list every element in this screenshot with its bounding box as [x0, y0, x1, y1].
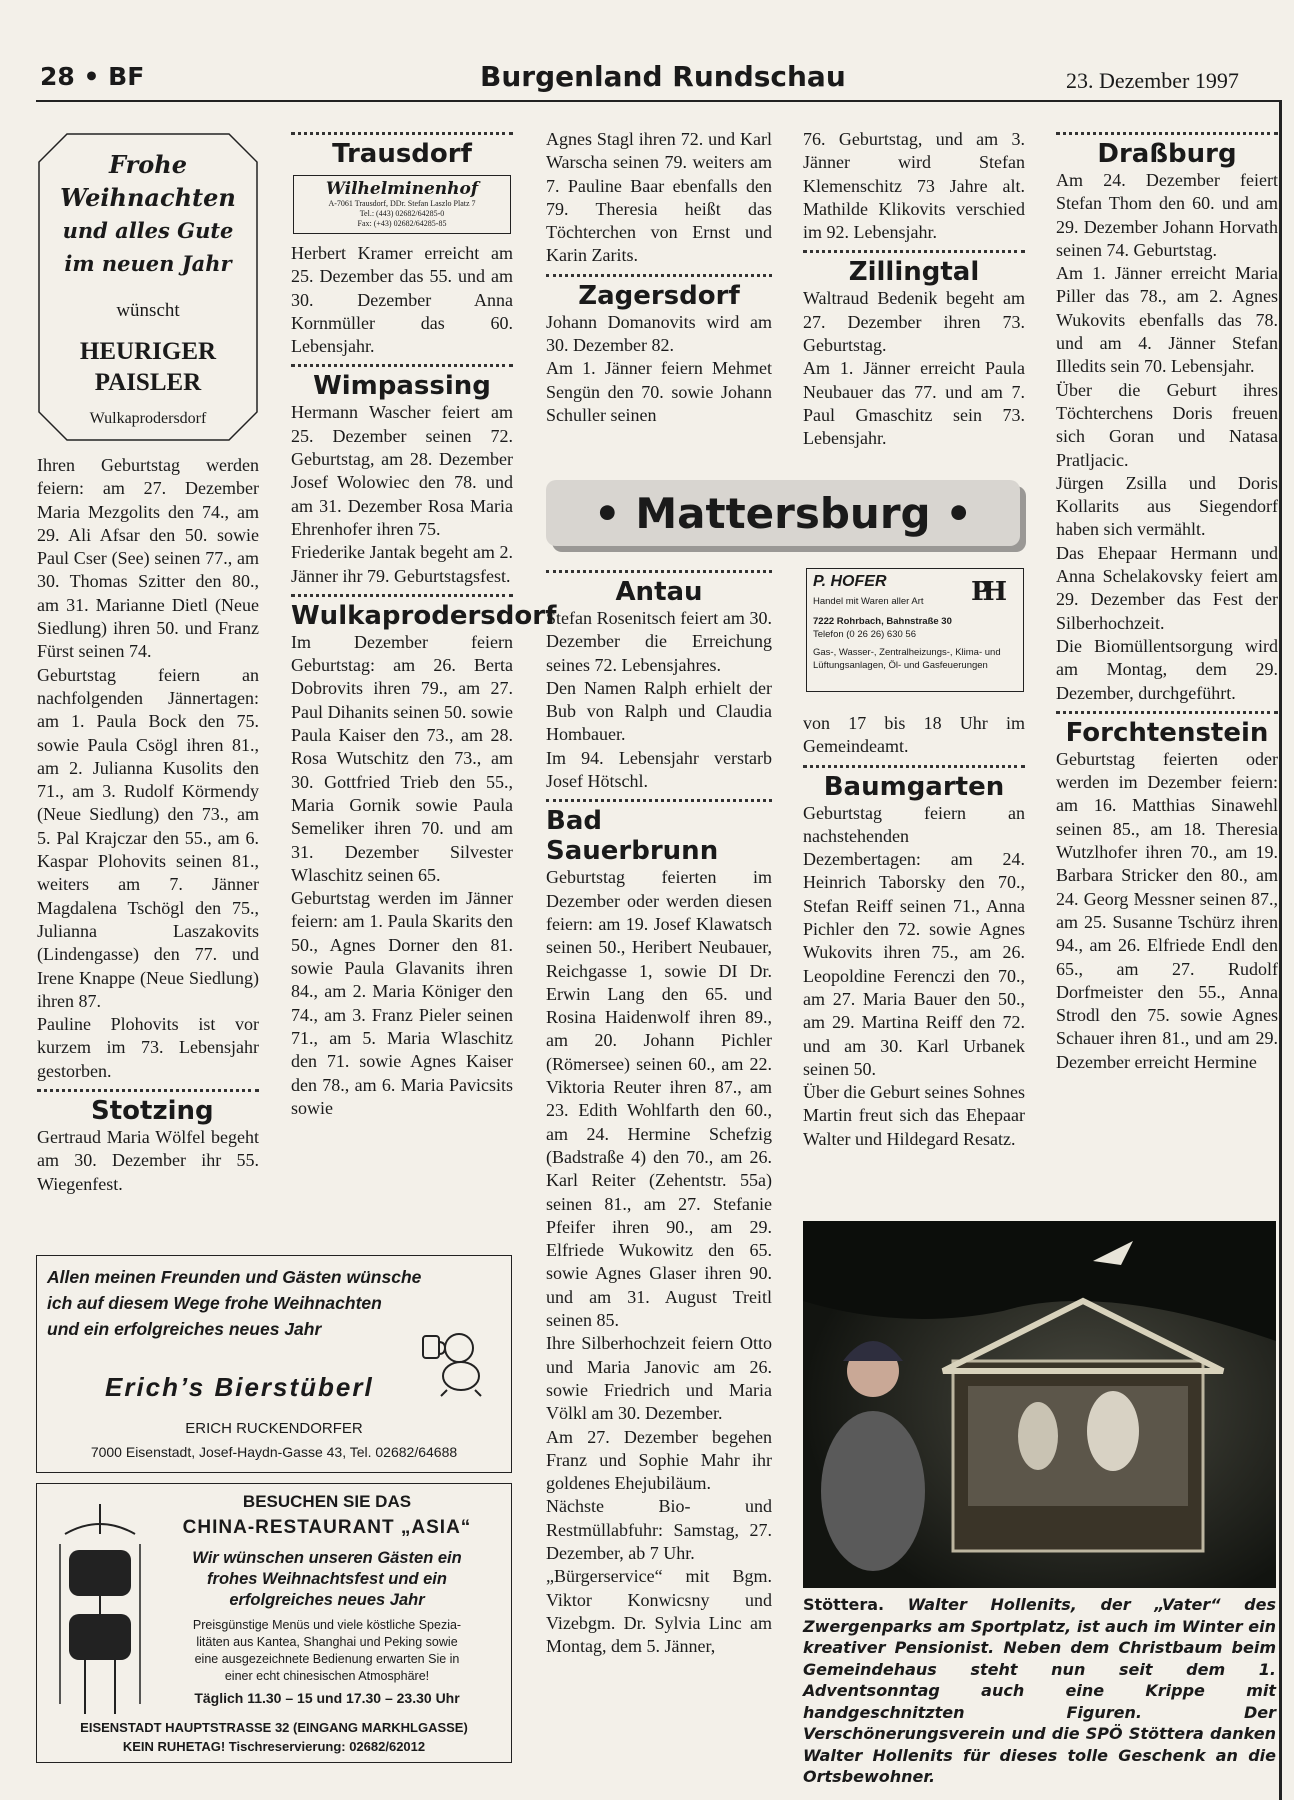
asia-desc-line: Preisgünstige Menüs und viele köstliche Spezia- — [192, 1618, 462, 1632]
asia-address: EISENSTADT HAUPTSTRASSE 32 (EINGANG MARKHLGASSE) — [80, 1720, 468, 1735]
dotted-divider — [1056, 711, 1278, 714]
erich-ad — [36, 1255, 512, 1473]
article-paragraph: Im 94. Lebensjahr verstarb Josef Hötschl. — [546, 747, 772, 792]
section-heading-zillingtal: Zillingtal — [848, 257, 980, 288]
article-paragraph: Am 27. Dezember begehen Franz und Sophie Mahr ihr goldenes Ehejubiläum. — [546, 1426, 772, 1494]
asia-hours: Täglich 11.30 – 15 und 17.30 – 23.30 Uhr — [194, 1690, 460, 1706]
asia-title-line: BESUCHEN SIE DAS — [242, 1492, 412, 1511]
heuriger-name: HEURIGER — [79, 338, 217, 365]
column-3-bottom — [546, 570, 772, 1658]
erich-greeting-line: Allen meinen Freunden und Gästen wünsche — [47, 1267, 422, 1287]
wilhelminenhof-fax: Fax: (+43) 02682/64285-85 — [357, 219, 447, 228]
erich-greeting-line: und ein erfolgreiches neues Jahr — [47, 1319, 322, 1339]
section-heading-baumgarten: Baumgarten — [823, 771, 1005, 802]
column-1 — [37, 454, 259, 1196]
hofer-line: Handel mit Waren aller Art — [813, 596, 924, 607]
article-paragraph: Johann Domanovits wird am 30. Dezember 82. — [546, 311, 772, 356]
erich-business-name: Erich’s Bierstüberl — [105, 1372, 374, 1402]
article-paragraph: von 17 bis 18 Uhr im Gemeindeamt. — [803, 713, 1025, 757]
greeting-line: und alles Gute — [62, 218, 234, 243]
hofer-line: Lüftungsanlagen, Öl- und Gasfeuerungen — [813, 660, 988, 671]
asia-ad — [36, 1483, 512, 1763]
erich-address: 7000 Eisenstadt, Josef-Haydn-Gasse 43, Tel. 02682/64688 — [90, 1444, 458, 1460]
article-paragraph: Herbert Kramer erreicht am 25. Dezember das 55. und am 30. Dezember Anna Kornmüller das 60. Lebensjahr. — [291, 243, 513, 357]
article-paragraph: Nächste Bio- und Restmüllabfuhr: Samstag, 27. Dezember, ab 7 Uhr. — [546, 1496, 772, 1563]
section-heading-wimpassing: Wimpassing — [313, 371, 491, 402]
article-paragraph: Geburtstag feierten oder werden im Dezember feiern: am 16. Matthias Sinawehl seinen 85., am 18. Theresia Wutzlhofer ihren 70., am 19. Barbara Stricker den 80., am 24. Georg Messner seinen 87., am 25. Susanne Tschürz ihren 94., am 26. Elfriede Endl den 65., am 27. Rudolf Dorfmeister den 55., Anna Strodl den 75. sowie Agnes Schauer ihren 81., und am 29. Dezember erreicht Hermine — [1056, 748, 1278, 1072]
wilhelminenhof-ad — [293, 175, 511, 234]
dotted-divider — [291, 364, 513, 367]
asia-wish-line: frohes Weihnachtsfest und ein — [207, 1570, 447, 1588]
dotted-divider — [546, 274, 772, 277]
dotted-divider — [1056, 132, 1278, 135]
dotted-divider — [803, 765, 1025, 768]
asia-desc-line: einer echt chinesischen Atmosphäre! — [224, 1669, 430, 1683]
nativity-photo — [803, 1221, 1276, 1588]
article-paragraph: Die Biomüllentsorgung wird am Montag, dem 29. Dezember, durchgeführt. — [1056, 635, 1278, 703]
mattersburg-banner — [546, 480, 1020, 546]
hofer-line: 7222 Rohrbach, Bahnstraße 30 — [813, 615, 952, 627]
article-paragraph: Am 1. Jänner erreicht Maria Piller das 78., am 2. Agnes Wukovits ebenfalls das 78. und am 4. Jänner Stefan Illedits sein 70. Lebensjahr. — [1056, 263, 1278, 377]
issue-date: 23. Dezember 1997 — [1066, 68, 1239, 93]
article-paragraph: Am 1. Jänner erreicht Paula Neubauer das 77. und am 7. Paul Gmaschitz sein 73. Lebensjahr. — [803, 358, 1025, 449]
article-paragraph: Gertraud Maria Wölfel begeht am 30. Dezember ihr 55. Wiegenfest. — [37, 1127, 259, 1194]
article-paragraph: Im Dezember feiern Geburtstag: am 26. Berta Dobrovits ihren 79., am 27. Paul Dihanits seinen 50. sowie Paula Kaiser den 73., am 28. Rosa Wutschitz den 73., am 30. Gottfried Trieb den 55., Maria Gornik sowie Paula Semeliker ihren 70. und am 31. Dezember Silvester Wlaschitz seinen 65. — [291, 631, 513, 885]
heuriger-name: PAISLER — [94, 369, 202, 396]
section-heading-antau: Antau — [615, 577, 703, 607]
chinese-lantern-icon — [45, 1504, 155, 1724]
article-paragraph: Das Ehepaar Hermann und Anna Schelakovsky feiert am 29. Dezember das Fest der Silberhochzeit. — [1056, 542, 1278, 633]
article-paragraph: „Bürgerservice“ mit Bgm. Viktor Konwicsny und Vizebgm. Dr. Sylvia Linc am Montag, dem 5. Jänner, — [546, 1566, 772, 1657]
column-4-bottom — [803, 712, 1025, 1151]
greeting-line: Weihnachten — [60, 183, 236, 212]
article-paragraph: Am 24. Dezember feiert Stefan Thom den 60. und am 29. Dezember Johann Horvath seinen 74. Geburtstag. — [1056, 170, 1278, 260]
hofer-ad — [806, 568, 1024, 692]
header-rule — [36, 100, 1280, 102]
section-heading-forchtenstein: Forchtenstein — [1065, 717, 1269, 748]
asia-desc-line: eine ausgezeichnete Bedienung erwarten Sie in — [194, 1652, 460, 1666]
hofer-name: P. HOFER — [813, 573, 887, 590]
column-3-top — [546, 128, 772, 427]
page-number: 28 • BF — [40, 62, 145, 91]
photo-caption — [803, 1594, 1276, 1788]
erich-greeting-line: ich auf diesem Wege frohe Weihnachten — [47, 1293, 382, 1313]
dotted-divider — [291, 594, 513, 597]
section-heading-bad-sauerbrunn: Bad Sauerbrunn — [546, 806, 719, 867]
newspaper-title: Burgenland Rundschau — [480, 60, 846, 93]
erich-owner: ERICH RUCKENDORFER — [185, 1420, 363, 1437]
asia-wish-line: Wir wünschen unseren Gästen ein — [192, 1549, 462, 1567]
article-paragraph: Stefan Rosenitsch feiert am 30. Dezember die Erreichung seines 72. Lebensjahres. — [546, 608, 772, 675]
section-heading-wulkaprodersdorf: Wulkaprodersdorf — [291, 600, 557, 631]
column-2 — [291, 130, 557, 1120]
dotted-divider — [546, 570, 772, 573]
greeting-line: Frohe — [109, 150, 187, 179]
article-paragraph: Den Namen Ralph erhielt der Bub von Ralph und Claudia Hombauer. — [546, 677, 772, 745]
wilhelminenhof-address: A-7061 Trausdorf, DDr. Stefan Laszlo Platz 7 — [328, 199, 476, 208]
wilhelminenhof-tel: Tel.: (443) 02682/64285-0 — [359, 209, 445, 218]
dotted-divider — [546, 799, 772, 802]
caption-place: Stöttera. — [803, 1595, 885, 1614]
column-5 — [1056, 130, 1278, 1074]
dotted-divider — [37, 1089, 259, 1092]
article-paragraph: 76. Geburtstag, und am 3. Jänner wird Stefan Klemenschitz 73 Jahre alt. Mathilde Klikovits verschied im 92. Lebensjahr. — [803, 129, 1025, 243]
article-paragraph: Geburtstag werden im Jänner feiern: am 1. Paula Skarits den 50., Agnes Dorner den 81. sowie Paula Glavanits ihren 84., am 2. Maria Königer den 74., am 3. Franz Pieler seinen 71., am 5. Maria Wlaschitz den 71. sowie Agnes Kaiser den 78., am 6. Maria Pavicsits sowie — [291, 888, 513, 1118]
article-paragraph: Ihren Geburtstag werden feiern: am 27. Dezember Maria Mezgolits den 74., am 29. Ali Afsar den 50. sowie Paul Cser (See) seinen 77., am 30. Thomas Szitter den 80., am 31. Marianne Dietl (Neue Siedlung) ihren 50. und Franz Fürst seinen 74. — [37, 455, 259, 662]
heuriger-ad — [37, 132, 259, 442]
article-paragraph: Geburtstag feiern an nachstehenden Dezembertagen: am 24. Heinrich Taborsky den 70., Stefan Reiff seinen 71., Anna Pichler den 72. sowie Agnes Wukovits ihren 75., am 26. Leopoldine Ferenczi den 70., am 27. Maria Bauer den 50., am 29. Martina Reiff den 72. und am 30. Karl Urbanek seinen 50. — [803, 802, 1025, 1079]
section-heading-drassburg: Draßburg — [1097, 139, 1237, 169]
article-paragraph: Jürgen Zsilla und Doris Kollarits aus Siegendorf haben sich vermählt. — [1056, 472, 1278, 540]
hofer-logo: PH — [971, 577, 1000, 607]
article-paragraph: Ihre Silberhochzeit feiern Otto und Maria Janovic am 26. sowie Friedrich und Maria Völkl am 30. Dezember. — [546, 1333, 772, 1424]
beer-drinker-icon — [417, 1318, 497, 1398]
page-edge-rule — [1279, 100, 1282, 1800]
heuriger-place: Wulkaprodersdorf — [89, 410, 207, 427]
article-paragraph: Geburtstag feierten im Dezember oder werden diesen feiern: am 19. Josef Klawatsch seinen 50., Heribert Neubauer, Reichgasse 1, sowie DI Dr. Erwin Lang den 65. und Rosina Haidenwolf ihren 89., am 20. Johann Pichler (Römersee) seinen 60., am 22. Viktoria Reuter ihren 87., am 23. Edith Wohlfarth den 60., am 24. Hermine Schefzig (Badstraße 4) den 70., am 26. Karl Reiter (Zehentstr. 55a) seinen 81., am 27. Stefanie Pfeifer ihren 90., am 29. Elfriede Wukowitz den 65. sowie Agnes Glaser ihren 90. und am 31. August Treitl seinen 85. — [546, 867, 772, 1331]
article-paragraph: Agnes Stagl ihren 72. und Karl Warscha seinen 79. weiters am 7. Pauline Baar ebenfalls den 79. Theresia heißt das Töchterchen von Ernst und Karin Zarits. — [546, 129, 772, 266]
asia-reservation: KEIN RUHETAG! Tischreservierung: 02682/62012 — [122, 1739, 426, 1754]
section-heading-zagersdorf: Zagersdorf — [578, 280, 740, 311]
article-paragraph: Über die Geburt ihres Töchterchens Doris freuen sich Goran und Natasa Pratljacic. — [1056, 379, 1278, 470]
asia-desc-line: litäten aus Kantea, Shanghai und Peking sowie — [196, 1635, 458, 1649]
article-paragraph: Hermann Wascher feiert am 25. Dezember seinen 72. Geburtstag, am 28. Dezember Josef Wolowiec den 78. und am 31. Dezember Rosa Maria Ehrenhofer ihren 75. — [291, 402, 513, 539]
asia-wish-line: erfolgreiches neues Jahr — [229, 1591, 425, 1609]
article-paragraph: Pauline Plohovits ist vor kurzem im 73. Lebensjahr gestorben. — [37, 1014, 259, 1081]
article-paragraph: Waltraud Bedenik begeht am 27. Dezember ihren 73. Geburtstag. — [803, 288, 1025, 356]
wishes-text: wünscht — [116, 300, 180, 321]
banner-text: • Mattersburg • — [593, 488, 973, 538]
section-heading-stotzing: Stotzing — [91, 1096, 214, 1127]
article-paragraph: Am 1. Jänner feiern Mehmet Sengün den 70. sowie Johann Schuller seinen — [546, 358, 772, 425]
column-4-top — [803, 128, 1025, 451]
greeting-line: im neuen Jahr — [64, 251, 232, 276]
article-paragraph: Über die Geburt seines Sohnes Martin freut sich das Ehepaar Walter und Hildegard Resatz. — [803, 1082, 1025, 1149]
caption-text: Walter Hollenits, der „Vater“ des Zwergenparks am Sportplatz, ist auch im Winter ein kreativer Pensionist. Neben dem Christbaum beim Gemeindehaus steht nun seit dem 1. Adventsonntag auch eine Krippe mit handgeschnitzten Figuren. Der Verschönerungsverein und die SPÖ Stöttera danken Walter Hollenits für dieses tolle Geschenk an die Ortsbewohner. — [803, 1595, 1276, 1786]
dotted-divider — [291, 132, 513, 135]
article-paragraph: Friederike Jantak begeht am 2. Jänner ihr 79. Geburtstagsfest. — [291, 542, 513, 586]
hofer-line: Telefon (0 26 26) 630 56 — [813, 629, 916, 640]
asia-title-line: CHINA-RESTAURANT „ASIA“ — [182, 1517, 472, 1538]
section-heading-trausdorf: Trausdorf — [332, 139, 472, 169]
wilhelminenhof-name: Wilhelminenhof — [325, 179, 479, 199]
nativity-scene-image — [803, 1221, 1276, 1588]
article-paragraph: Geburtstag feiern an nachfolgenden Jännertagen: am 1. Paula Bock den 75. sowie Paula Csögl ihren 81., am 2. Julianna Kusolits den 71., am 3. Rudolf Körmendy (Neue Siedlung) den 73., am 5. Pal Krajczar den 55., am 6. Kaspar Plohovits seinen 81., weiters am 7. Jänner Magdalena Tschögl den 75., Julianna Laszakovits (Lindengasse) den 77. und Irene Knappe (Neue Siedlung) ihren 87. — [37, 664, 259, 1011]
dotted-divider — [803, 250, 1025, 253]
hofer-line: Gas-, Wasser-, Zentralheizungs-, Klima- und — [813, 646, 1001, 658]
